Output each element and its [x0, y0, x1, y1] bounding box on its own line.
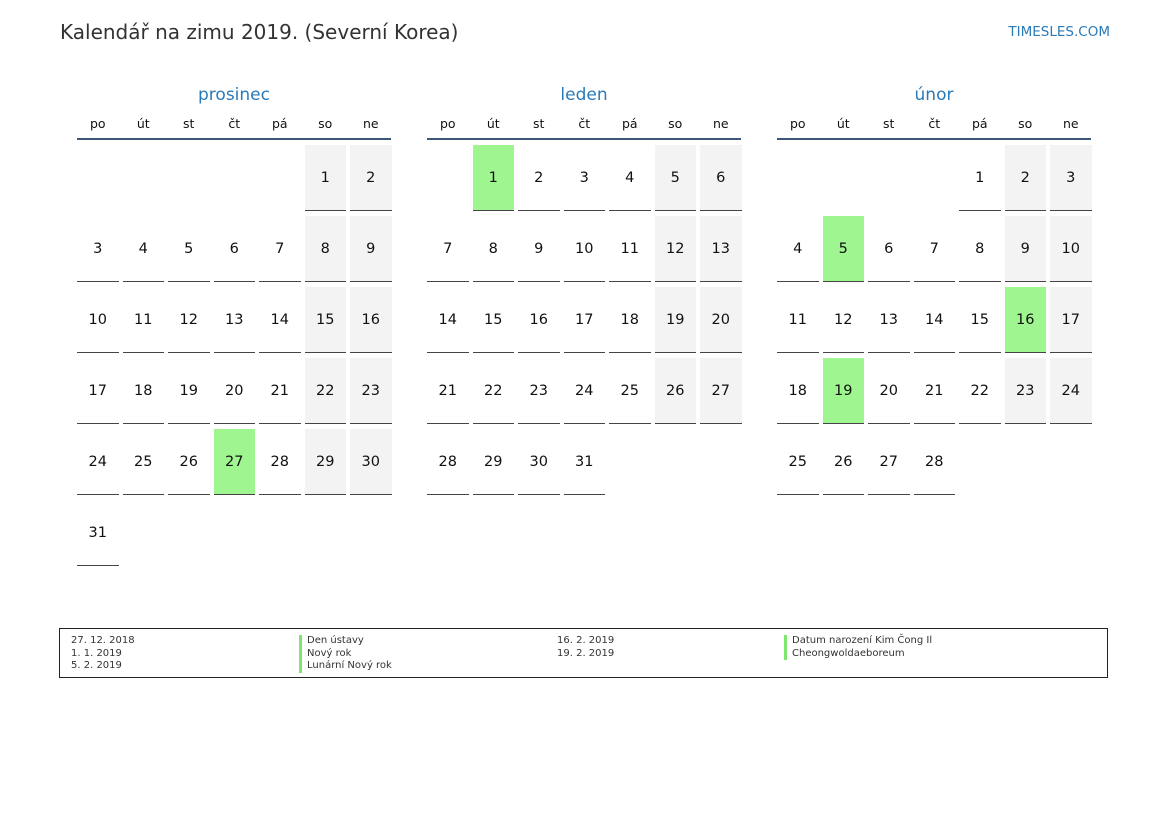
day-cell: 26: [168, 429, 210, 495]
day-cell: 3: [564, 145, 606, 211]
day-cell: 21: [914, 358, 956, 424]
weekday-label: ne: [1062, 116, 1079, 131]
day-cell: 23: [350, 358, 392, 424]
day-cell: 7: [914, 216, 956, 282]
month-name: únor: [914, 85, 954, 105]
day-cell: 25: [777, 429, 819, 495]
month-name: prosinec: [198, 85, 270, 105]
day-cell: 28: [427, 429, 469, 495]
weekday-label: út: [836, 116, 850, 131]
legend-names-column: [299, 635, 392, 673]
day-cell: 10: [564, 216, 606, 282]
empty-day-cell: [77, 145, 119, 211]
day-cell: 29: [305, 429, 347, 495]
weekday-label: pá: [621, 116, 638, 131]
day-cell: 7: [427, 216, 469, 282]
day-cell: 5: [655, 145, 697, 211]
empty-day-cell: [777, 145, 819, 211]
day-cell: 16: [518, 287, 560, 353]
day-cell: 6: [868, 216, 910, 282]
legend-dates-column: [71, 635, 135, 673]
weekday-label: so: [318, 116, 333, 131]
day-cell: 5: [168, 216, 210, 282]
day-cell: 25: [123, 429, 165, 495]
weekday-label: po: [439, 116, 456, 131]
day-cell: 17: [564, 287, 606, 353]
month-calendar-prosinec: [77, 84, 391, 566]
day-cell: 4: [609, 145, 651, 211]
day-cell: 29: [473, 429, 515, 495]
day-cell: 9: [1005, 216, 1047, 282]
weekday-label: so: [1018, 116, 1033, 131]
day-cell: 23: [518, 358, 560, 424]
day-cell: 2: [1005, 145, 1047, 211]
weekday-label: ne: [712, 116, 729, 131]
day-cell: 1: [959, 145, 1001, 211]
empty-day-cell: [214, 145, 256, 211]
day-cell: 16: [350, 287, 392, 353]
day-cell: 8: [959, 216, 1001, 282]
day-cell: 13: [700, 216, 742, 282]
day-cell: 27: [868, 429, 910, 495]
day-cell: 26: [823, 429, 865, 495]
legend-holiday-name: Cheongwoldaeboreum: [784, 648, 932, 661]
empty-day-cell: [427, 145, 469, 211]
day-cell: 12: [168, 287, 210, 353]
holiday-day-cell: 1: [473, 145, 515, 211]
weekday-header: [77, 116, 391, 140]
day-cell: 11: [609, 216, 651, 282]
day-cell: 11: [777, 287, 819, 353]
weekday-label: st: [883, 116, 895, 131]
day-cell: 17: [1050, 287, 1092, 353]
holiday-day-cell: 19: [823, 358, 865, 424]
day-cell: 22: [305, 358, 347, 424]
legend-holiday-name: Den ústavy: [299, 635, 392, 648]
day-cell: 9: [350, 216, 392, 282]
empty-day-cell: [823, 145, 865, 211]
weekday-label: so: [668, 116, 683, 131]
day-cell: 19: [168, 358, 210, 424]
day-cell: 14: [259, 287, 301, 353]
day-cell: 31: [77, 500, 119, 566]
day-cell: 24: [1050, 358, 1092, 424]
empty-day-cell: [259, 145, 301, 211]
day-cell: 14: [914, 287, 956, 353]
holiday-day-cell: 5: [823, 216, 865, 282]
legend-date: 27. 12. 2018: [71, 635, 135, 646]
legend-names-column: [784, 635, 932, 660]
weekday-label: út: [136, 116, 150, 131]
day-cell: 20: [700, 287, 742, 353]
legend-holiday-name: Datum narození Kim Čong Il: [784, 635, 932, 648]
legend-holiday-name: Lunární Nový rok: [299, 660, 392, 673]
day-cell: 18: [123, 358, 165, 424]
day-cell: 13: [214, 287, 256, 353]
month-calendar-unor: [777, 84, 1091, 495]
legend-date: 5. 2. 2019: [71, 660, 122, 671]
day-cell: 15: [473, 287, 515, 353]
day-cell: 15: [305, 287, 347, 353]
day-cell: 20: [868, 358, 910, 424]
day-cell: 13: [868, 287, 910, 353]
day-cell: 10: [77, 287, 119, 353]
day-cell: 19: [655, 287, 697, 353]
weekday-label: čt: [228, 116, 241, 131]
weekday-label: pá: [271, 116, 288, 131]
day-cell: 6: [214, 216, 256, 282]
day-cell: 31: [564, 429, 606, 495]
day-cell: 14: [427, 287, 469, 353]
day-cell: 12: [655, 216, 697, 282]
weekday-header: [427, 116, 741, 140]
day-cell: 21: [259, 358, 301, 424]
month-name: leden: [560, 85, 608, 105]
day-cell: 21: [427, 358, 469, 424]
weekday-label: čt: [928, 116, 941, 131]
day-cell: 12: [823, 287, 865, 353]
day-cell: 22: [473, 358, 515, 424]
day-cell: 26: [655, 358, 697, 424]
weekday-label: st: [183, 116, 195, 131]
weekday-header: [777, 116, 1091, 140]
day-cell: 22: [959, 358, 1001, 424]
legend-date: 1. 1. 2019: [71, 647, 122, 659]
day-cell: 10: [1050, 216, 1092, 282]
weekday-label: st: [533, 116, 545, 131]
day-cell: 8: [305, 216, 347, 282]
day-cell: 3: [1050, 145, 1092, 211]
day-cell: 18: [777, 358, 819, 424]
empty-day-cell: [868, 145, 910, 211]
legend-date: 16. 2. 2019: [557, 635, 615, 646]
day-cell: 4: [123, 216, 165, 282]
day-cell: 2: [350, 145, 392, 211]
day-cell: 30: [518, 429, 560, 495]
weekday-label: čt: [578, 116, 591, 131]
day-cell: 25: [609, 358, 651, 424]
empty-day-cell: [123, 145, 165, 211]
weekday-label: po: [789, 116, 806, 131]
holiday-legend: [59, 628, 1108, 678]
day-cell: 2: [518, 145, 560, 211]
weekday-label: ne: [362, 116, 379, 131]
day-cell: 23: [1005, 358, 1047, 424]
day-cell: 28: [259, 429, 301, 495]
site-link[interactable]: TIMESLES.COM: [1008, 24, 1110, 40]
weekday-label: út: [486, 116, 500, 131]
day-cell: 9: [518, 216, 560, 282]
day-cell: 6: [700, 145, 742, 211]
day-cell: 20: [214, 358, 256, 424]
day-cell: 15: [959, 287, 1001, 353]
day-cell: 7: [259, 216, 301, 282]
day-cell: 3: [77, 216, 119, 282]
day-cell: 24: [77, 429, 119, 495]
holiday-day-cell: 16: [1005, 287, 1047, 353]
legend-holiday-name: Nový rok: [299, 648, 392, 661]
day-grid: [77, 145, 391, 566]
empty-day-cell: [168, 145, 210, 211]
day-cell: 27: [700, 358, 742, 424]
weekday-label: po: [89, 116, 106, 131]
page-title: Kalendář na zimu 2019. (Severní Korea): [60, 20, 459, 44]
day-cell: 18: [609, 287, 651, 353]
legend-date: 19. 2. 2019: [557, 647, 615, 659]
month-calendar-leden: [427, 84, 741, 495]
day-cell: 28: [914, 429, 956, 495]
legend-dates-column: [557, 635, 614, 660]
day-cell: 4: [777, 216, 819, 282]
day-cell: 24: [564, 358, 606, 424]
empty-day-cell: [914, 145, 956, 211]
weekday-label: pá: [971, 116, 988, 131]
holiday-day-cell: 27: [214, 429, 256, 495]
day-cell: 17: [77, 358, 119, 424]
day-cell: 30: [350, 429, 392, 495]
day-grid: [427, 145, 741, 495]
day-cell: 8: [473, 216, 515, 282]
day-cell: 1: [305, 145, 347, 211]
day-grid: [777, 145, 1091, 495]
day-cell: 11: [123, 287, 165, 353]
